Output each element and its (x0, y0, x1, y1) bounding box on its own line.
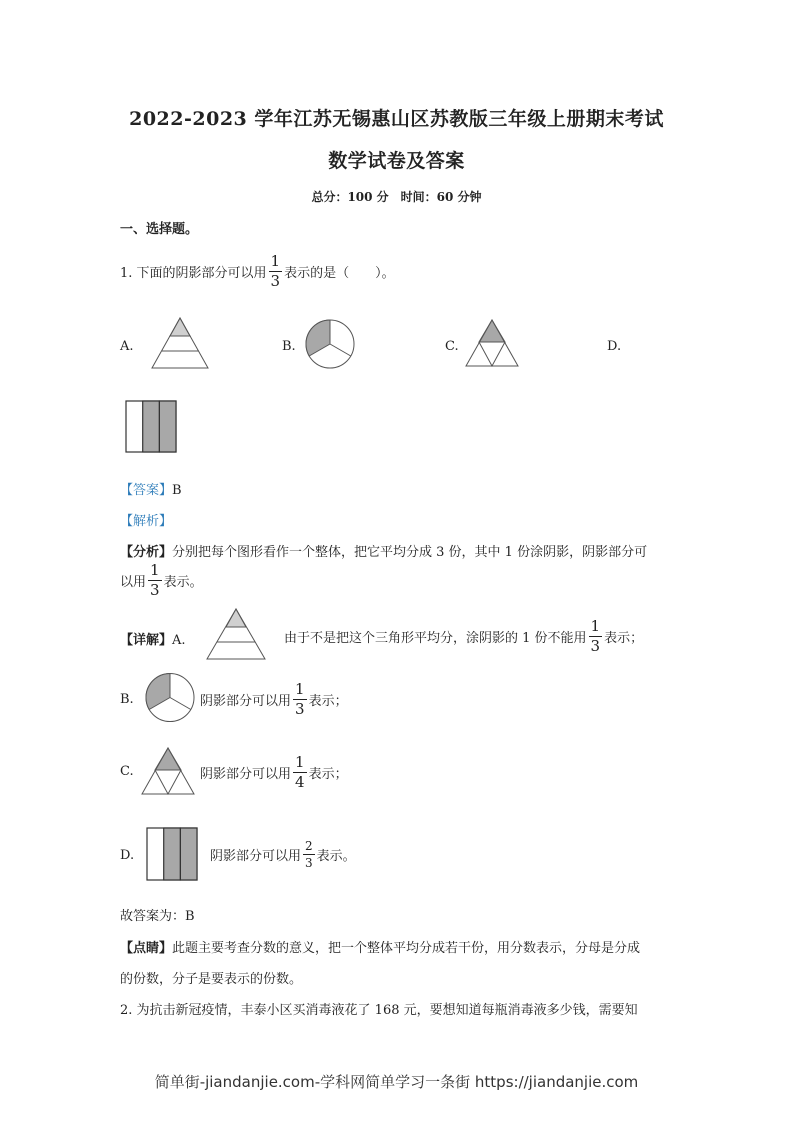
exam-meta: 总分：100 分 时间：60 分钟 (311, 190, 482, 204)
xiangjie-c-text (200, 755, 348, 790)
dianjing-text1: 此题主要考查分数的意义，把一个整体平均分成若干份，用分数表示，分母是分成 (172, 941, 641, 956)
xiangjie-a-sentence: 由于不是把这个三角形平均分，涂阴影的 1 份不能用 (284, 631, 587, 646)
xiangjie-a-post: 表示； (604, 631, 644, 646)
doc-title-line1: 2022-2023 学年江苏无锡惠山区苏教版三年级上册期末考试 (129, 108, 664, 130)
fenxi-text1: 分别把每个图形看作一个整体，把它平均分成 3 份，其中 1 份涂阴影，阴影部分可 (172, 545, 648, 560)
xiangjie-b-circle-figure (145, 673, 197, 723)
xiangjie-a-fraction (589, 619, 603, 654)
xiangjie-a-triangle-figure (207, 607, 267, 661)
frac-numerator: 1 (295, 680, 305, 698)
dianjing-line1 (120, 937, 640, 956)
dianjing-tag: 【点睛】 (120, 941, 173, 956)
xiangjie-b-sentence: 阴影部分可以用 (200, 694, 292, 709)
xiangjie-c-triangle-figure (142, 746, 196, 796)
option-a-label: A. (120, 339, 134, 354)
xiangjie-tag: 【详解】 (120, 633, 173, 648)
frac-numerator: 2 (305, 839, 313, 853)
conclusion: 故答案为：B (120, 909, 195, 924)
xiangjie-b-label: B. (120, 692, 134, 707)
dianjing-line2: 的份数，分子是要表示的份数。 (120, 972, 303, 987)
answer-tag: 【答案】 (120, 483, 173, 498)
option-b-label: B. (282, 339, 296, 354)
frac-denominator: 3 (305, 856, 313, 870)
frac-denominator: 3 (590, 637, 601, 655)
q1-fraction (269, 254, 283, 289)
analysis-tag: 【解析】 (120, 514, 173, 529)
frac-numerator: 1 (590, 617, 601, 635)
xiangjie-d-sentence: 阴影部分可以用 (210, 849, 302, 864)
xiangjie-d-fraction (303, 840, 315, 869)
xiangjie-b-post: 表示； (308, 694, 348, 709)
xiangjie-b-fraction (293, 682, 307, 717)
frac-denominator: 3 (150, 581, 160, 599)
fenxi-fraction (148, 563, 162, 598)
xiangjie-a-label (120, 629, 186, 648)
question-2: 2. 为抗击新冠疫情，丰泰小区买消毒液花了 168 元，要想知道每瓶消毒液多少钱，需要知 (120, 1003, 638, 1018)
frac-denominator: 3 (295, 700, 305, 718)
frac-numerator: 1 (295, 753, 305, 771)
xiangjie-a-option: A. (172, 633, 186, 648)
xiangjie-c-post: 表示； (308, 767, 348, 782)
answer-line (120, 479, 182, 498)
xiangjie-d-rectangle-figure (147, 828, 199, 881)
xiangjie-d-post: 表示。 (316, 849, 356, 864)
xiangjie-c-label: C. (120, 764, 134, 779)
option-a-triangle-figure (150, 316, 212, 370)
option-c-triangle-figure (466, 318, 520, 368)
fenxi-text2-post: 表示。 (163, 575, 203, 590)
xiangjie-d-text (210, 840, 356, 869)
q1-prefix: 1. 下面的阴影部分可以用 (120, 266, 267, 281)
fenxi-tag: 【分析】 (120, 545, 173, 560)
frac-denominator: 4 (295, 773, 305, 791)
option-b-circle-figure (305, 319, 355, 369)
frac-numerator: 1 (150, 561, 160, 579)
q1-suffix: 表示的是（ ）。 (284, 266, 395, 281)
frac-numerator: 1 (270, 252, 281, 270)
xiangjie-d-label: D. (120, 848, 135, 863)
option-d-rectangle-figure (126, 401, 178, 453)
xiangjie-c-fraction (293, 755, 307, 790)
fenxi-line2 (120, 563, 203, 598)
section-heading: 一、选择题。 (120, 222, 199, 237)
answer-value: B (172, 483, 182, 498)
page-footer: 简单街-jiandanjie.com-学科网简单学习一条街 https://jiandanjie.com (154, 1073, 639, 1091)
xiangjie-b-text (200, 682, 348, 717)
xiangjie-a-text (284, 619, 643, 654)
doc-title-line2: 数学试卷及答案 (328, 150, 465, 172)
option-c-label: C. (445, 339, 459, 354)
question-1 (120, 254, 395, 289)
fenxi-line1 (120, 541, 647, 560)
xiangjie-c-sentence: 阴影部分可以用 (200, 767, 292, 782)
option-d-label: D. (607, 339, 622, 354)
frac-denominator: 3 (270, 272, 281, 290)
fenxi-text2-pre: 以用 (120, 575, 147, 590)
